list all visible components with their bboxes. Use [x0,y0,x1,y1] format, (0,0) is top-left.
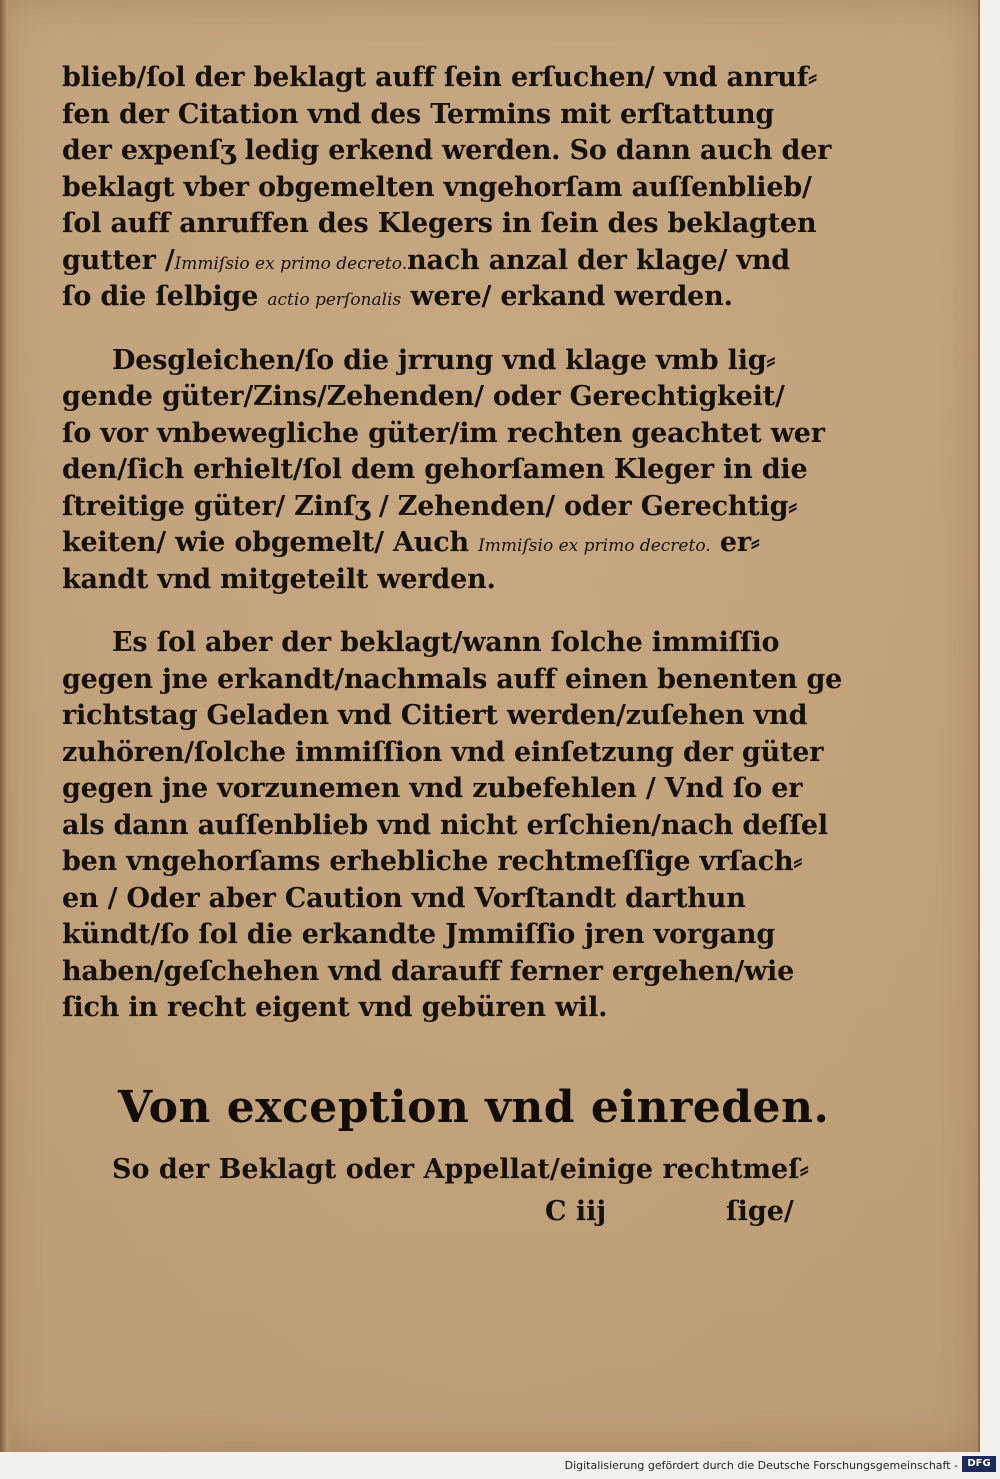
text-line [62,625,822,662]
text-line [62,881,822,918]
text-segment: ben vngehorſams erhebliche rechtmeſſige vrſach⸗ [62,846,803,877]
paragraph [62,60,832,316]
text-segment: richtstag Geladen vnd Citiert werden/zuſehen vnd [62,700,808,731]
text-line [62,844,822,881]
text-line [62,133,832,170]
text-segment: den/ſich erhielt/ſol dem gehorſamen Kleger in die [62,454,808,485]
page-binding-edge [0,0,12,1452]
text-line [62,735,822,772]
text-line [62,452,822,489]
text-line [62,662,843,699]
text-segment: haben/geſchehen vnd darauff ferner ergehen/wie [62,955,795,987]
text-line [62,808,828,845]
section-heading: Von exception vnd einreden. [118,1082,830,1133]
text-segment: blieb/ſol der beklagt auff ſein erſuchen/ vnd anruf⸗ [62,62,817,93]
text-line [62,379,822,416]
latin-phrase: actio perſonalis [267,290,402,310]
text-segment: were/ erkand werden. [401,281,733,312]
paragraph-gap [62,316,822,343]
latin-phrase: Immiſsio ex primo decreto. [478,536,711,556]
text-segment: en / Oder aber Caution vnd Vorſtandt darthun [62,882,746,914]
text-segment: gegen jne erkandt/nachmals auff einen benenten ge [62,663,843,695]
text-segment: er⸗ [710,527,760,558]
latin-phrase: Immiſsio ex primo decreto. [174,253,408,274]
text-line [62,343,822,380]
text-line [62,489,822,526]
text-line [62,771,822,808]
text-line [62,525,822,562]
paragraph [62,343,825,599]
text-segment: als dann auſſenblieb vnd nicht erſchien/nach deſſel [62,809,828,841]
text-segment: Desgleichen/ſo die jrrung vnd klage vmb lig⸗ [112,344,776,376]
text-line [62,562,822,599]
text-line [62,416,825,453]
text-line [62,698,822,735]
text-segment: ſich in recht eigent vnd gebüren wil. [62,992,608,1023]
text-line [62,97,822,134]
text-segment: gutter / [62,244,175,276]
text-line [62,279,822,316]
text-segment: ſo die ſelbige [62,281,268,312]
body-text [62,60,843,1027]
text-segment: der expenſʒ ledig erkend werden. So dann auch der [62,135,832,166]
text-segment: zuhören/ſolche immiſſion vnd einſetzung der güter [62,736,824,768]
text-segment: ſo vor vnbewegliche güter/im rechten geachtet wer [62,417,825,449]
text-segment: gende güter/Zins/Zehenden/ oder Gerechtigkeit/ [62,381,785,412]
text-line [62,206,822,243]
text-segment: ſtreitige güter/ Zinſʒ / Zehenden/ oder Gerechtig⸗ [62,490,798,522]
text-segment: kündt/ſo ſol die erkandte Jmmiſſio jren vorgang [62,919,776,950]
text-line [62,60,822,97]
signature-mark: C iij [545,1196,607,1227]
text-segment: gegen jne vorzunemen vnd zubefehlen / Vnd ſo er [62,773,803,804]
text-line [62,917,822,954]
catchword: ſige/ [726,1196,794,1227]
text-segment: nach anzal der klage/ vnd [407,244,790,276]
funding-note: Digitalisierung gefördert durch die Deutsche Forschungsgemeinschaft - [564,1459,958,1472]
text-segment: ſol auff anruffen des Klegers in ſein des beklagten [62,208,817,239]
text-segment: fen der Citation vnd des Termins mit erſtattung [62,98,775,130]
digitization-footer [0,1452,1000,1479]
text-line [62,243,822,280]
text-segment: beklagt vber obgemelten vngehorſam auſſenblieb/ [62,171,812,203]
text-line [62,954,822,991]
text-segment: kandt vnd mitgeteilt werden. [62,563,496,595]
text-line [62,170,822,207]
heading-following-line: So der Beklagt oder Appellat/einige rechtmeſ⸗ [112,1154,809,1185]
text-segment: Es ſol aber der beklagt/wann ſolche immiſſio [112,627,780,658]
paragraph [62,625,843,1027]
text-line [62,990,822,1027]
dfg-logo: DFG [962,1456,996,1472]
paragraph-gap [62,598,822,625]
text-segment: keiten/ wie obgemelt/ Auch [62,527,479,558]
